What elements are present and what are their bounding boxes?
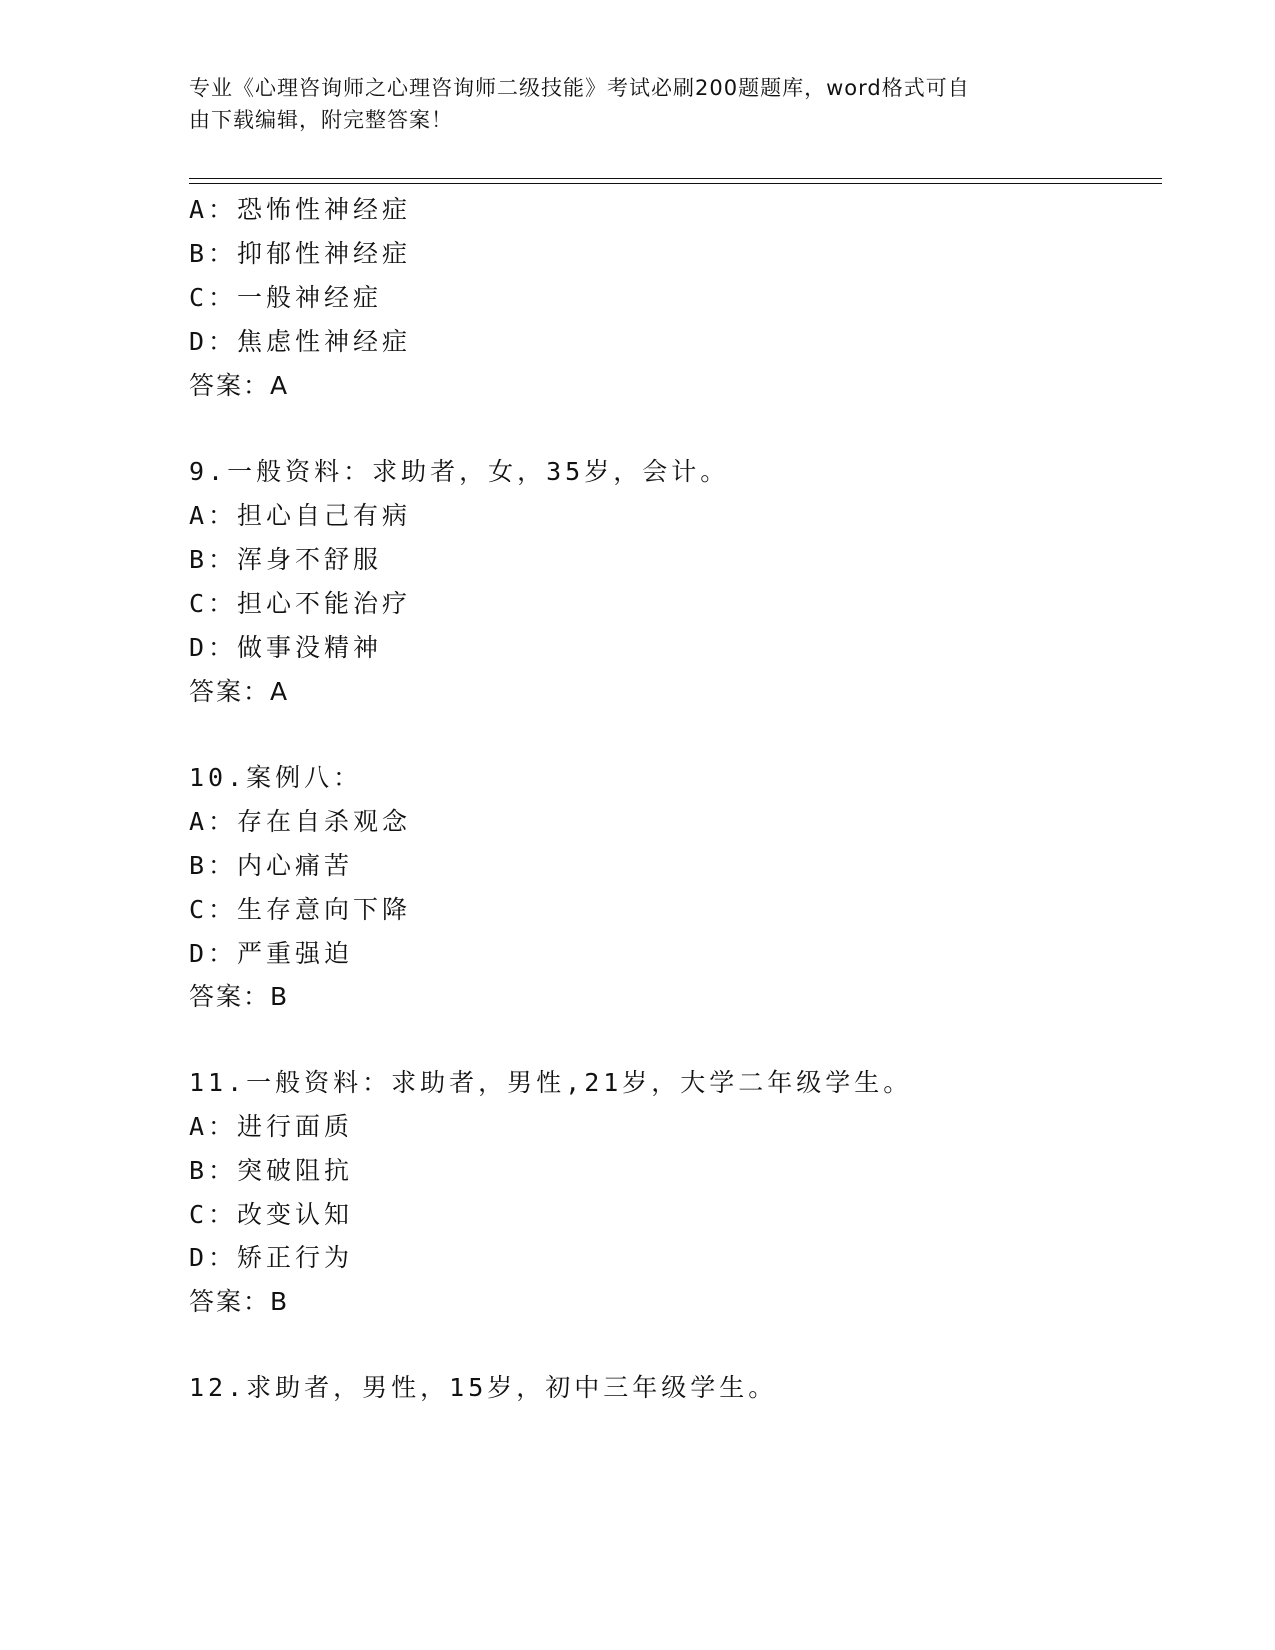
option-d: D：矫正行为 (189, 1243, 354, 1272)
option-a: A：恐怖性神经症 (189, 195, 412, 224)
question-stem: 10.案例八： (189, 763, 363, 792)
option-c: C：一般神经症 (189, 283, 383, 312)
option-a: A：存在自杀观念 (189, 807, 412, 836)
option-a: A：担心自己有病 (189, 501, 412, 530)
option-c: C：担心不能治疗 (189, 589, 412, 618)
option-c: C：生存意向下降 (189, 895, 412, 924)
header-divider-top (189, 178, 1162, 179)
answer: 答案：A (189, 371, 290, 400)
answer: 答案：B (189, 1287, 290, 1316)
question-stem: 11.一般资料：求助者，男性,21岁，大学二年级学生。 (189, 1068, 913, 1097)
option-a: A：进行面质 (189, 1112, 354, 1141)
question-stem: 9.一般资料：求助者，女，35岁，会计。 (189, 457, 730, 486)
header-divider-bottom (189, 183, 1162, 184)
header-line-1: 专业《心理咨询师之心理咨询师二级技能》考试必刷200题题库，word格式可自 (189, 76, 970, 100)
document-header (189, 72, 1089, 136)
answer: 答案：A (189, 677, 290, 706)
option-b: B：内心痛苦 (189, 851, 354, 880)
question-stem: 12.求助者，男性，15岁，初中三年级学生。 (189, 1373, 778, 1402)
option-b: B：抑郁性神经症 (189, 239, 412, 268)
option-d: D：严重强迫 (189, 939, 354, 968)
option-b: B：浑身不舒服 (189, 545, 383, 574)
option-d: D：焦虑性神经症 (189, 327, 412, 356)
header-line-2: 由下载编辑，附完整答案！ (189, 108, 453, 132)
option-d: D：做事没精神 (189, 633, 383, 662)
option-b: B：突破阻抗 (189, 1156, 354, 1185)
answer: 答案：B (189, 982, 290, 1011)
option-c: C：改变认知 (189, 1200, 354, 1229)
